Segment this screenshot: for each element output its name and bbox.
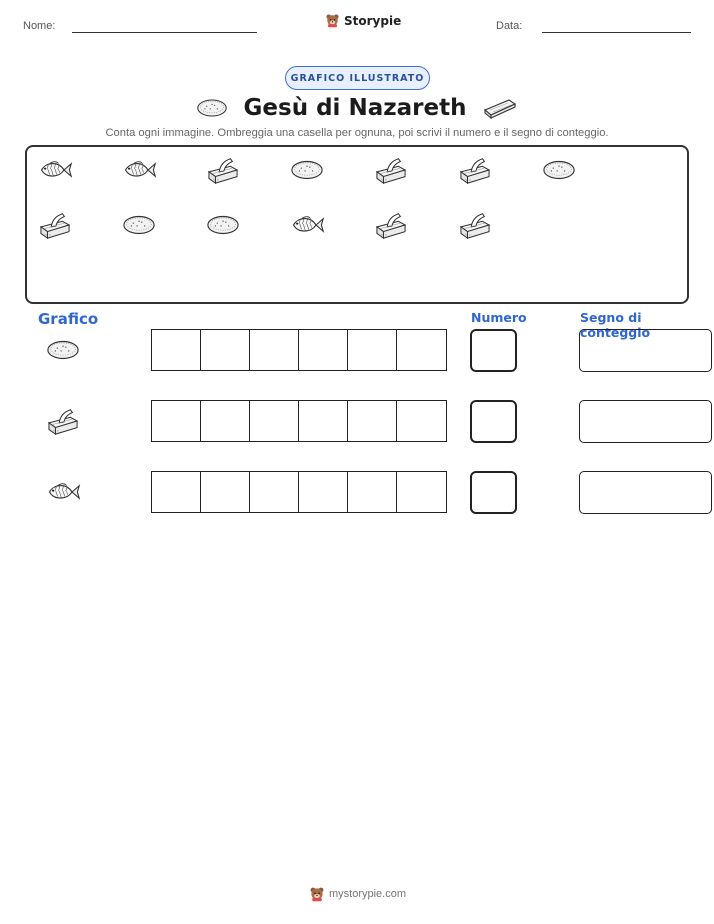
bear-logo-icon: [309, 886, 325, 902]
shading-cell[interactable]: [152, 330, 201, 370]
picture-item: [372, 155, 410, 185]
shading-cell[interactable]: [299, 472, 348, 512]
shading-cell[interactable]: [348, 472, 397, 512]
shading-cell[interactable]: [299, 401, 348, 441]
number-box[interactable]: [470, 471, 517, 514]
bread-icon: [290, 159, 324, 181]
shading-cells: [151, 400, 447, 442]
graph-row-picture: [44, 477, 82, 507]
worksheet-type-badge: GRAFICO ILLUSTRATO: [285, 66, 430, 90]
tally-box[interactable]: [579, 329, 712, 372]
bear-logo-icon: [325, 13, 340, 28]
shading-cells: [151, 329, 447, 371]
graph-row-picture: [44, 406, 82, 436]
picture-item: [288, 155, 326, 185]
shading-cell[interactable]: [299, 330, 348, 370]
picture-item: [204, 210, 242, 240]
bread-icon: [542, 159, 576, 181]
date-line[interactable]: [542, 32, 691, 33]
shading-cell[interactable]: [201, 472, 250, 512]
fish-icon: [37, 158, 73, 182]
wood-plank-icon: [482, 96, 518, 120]
fish-icon: [45, 480, 81, 504]
picture-item: [456, 210, 494, 240]
name-line[interactable]: [72, 32, 257, 33]
graph-row-picture: [44, 335, 82, 365]
picture-item: [120, 155, 158, 185]
carpenter-plane-icon: [458, 210, 492, 240]
shading-cell[interactable]: [201, 330, 250, 370]
carpenter-plane-icon: [374, 155, 408, 185]
brand-logo: [325, 13, 401, 28]
tally-box[interactable]: [579, 400, 712, 443]
shading-cell[interactable]: [348, 401, 397, 441]
tally-heading: Segno di conteggio: [580, 310, 651, 340]
picture-item: [36, 155, 74, 185]
shading-cell[interactable]: [250, 330, 299, 370]
page-title: Gesù di Nazareth: [243, 95, 467, 121]
fish-icon: [289, 213, 325, 237]
carpenter-plane-icon: [374, 210, 408, 240]
footer-url[interactable]: mystorypie.com: [329, 888, 407, 900]
number-heading: Numero: [471, 310, 527, 325]
picture-item: [288, 210, 326, 240]
carpenter-plane-icon: [206, 155, 240, 185]
title-row: [0, 92, 714, 124]
shading-cell[interactable]: [397, 401, 446, 441]
picture-item: [120, 210, 158, 240]
picture-item: [372, 210, 410, 240]
shading-cell[interactable]: [152, 401, 201, 441]
picture-area: [25, 145, 689, 304]
shading-cell[interactable]: [250, 401, 299, 441]
bread-icon: [206, 214, 240, 236]
picture-item: [456, 155, 494, 185]
carpenter-plane-icon: [38, 210, 72, 240]
shading-cell[interactable]: [201, 401, 250, 441]
picture-item: [36, 210, 74, 240]
shading-cell[interactable]: [152, 472, 201, 512]
picture-item: [540, 155, 578, 185]
fish-icon: [121, 158, 157, 182]
bread-icon: [122, 214, 156, 236]
shading-cell[interactable]: [397, 472, 446, 512]
shading-cells: [151, 471, 447, 513]
instructions: Conta ogni immagine. Ombreggia una casella per ognuna, poi scrivi il numero e il segno di conteggio.: [105, 127, 609, 139]
number-box[interactable]: [470, 400, 517, 443]
shading-cell[interactable]: [348, 330, 397, 370]
tally-box[interactable]: [579, 471, 712, 514]
brand-name: Storypie: [344, 13, 402, 28]
footer: [309, 886, 406, 902]
carpenter-plane-icon: [458, 155, 492, 185]
graph-heading: Grafico: [38, 310, 99, 328]
picture-item: [204, 155, 242, 185]
name-label: Nome:: [23, 20, 56, 32]
date-label: Data:: [496, 20, 523, 32]
bread-icon: [46, 339, 80, 361]
bread-icon: [196, 98, 228, 118]
number-box[interactable]: [470, 329, 517, 372]
shading-cell[interactable]: [397, 330, 446, 370]
shading-cell[interactable]: [250, 472, 299, 512]
carpenter-plane-icon: [46, 406, 80, 436]
